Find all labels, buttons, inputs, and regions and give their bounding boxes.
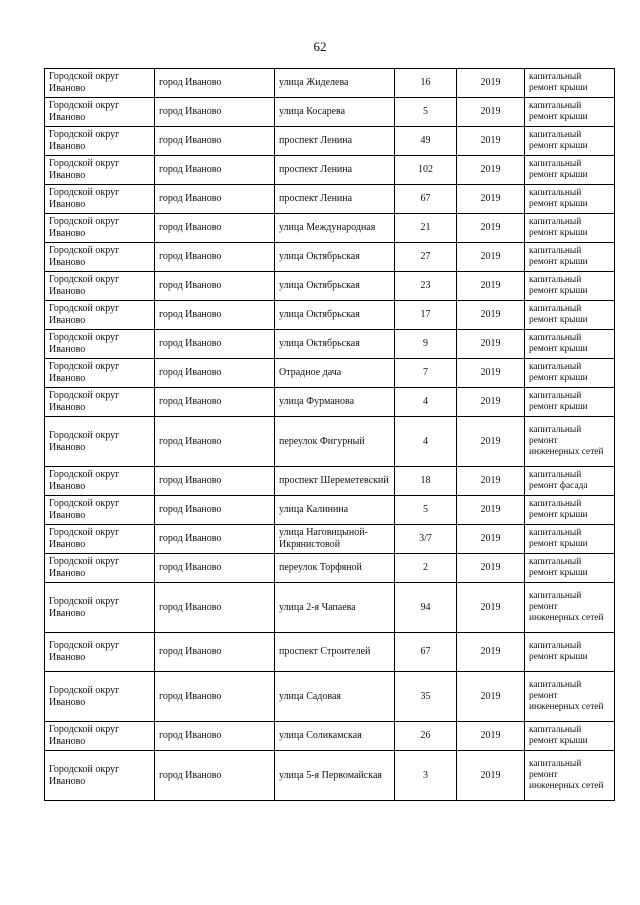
house-number-cell: 26 xyxy=(395,722,457,751)
house-number-cell: 21 xyxy=(395,214,457,243)
table-row xyxy=(45,583,615,633)
table-row xyxy=(45,185,615,214)
house-number-cell: 5 xyxy=(395,496,457,525)
street-cell: улица Косарева xyxy=(275,98,395,127)
street-cell: улица 2-я Чапаева xyxy=(275,583,395,633)
city-cell: город Иваново xyxy=(155,330,275,359)
table-row xyxy=(45,467,615,496)
table-row xyxy=(45,243,615,272)
page-number: 62 xyxy=(313,39,327,54)
year-cell: 2019 xyxy=(457,214,525,243)
year-cell: 2019 xyxy=(457,98,525,127)
district-cell: Городской округ Иваново xyxy=(45,98,155,127)
house-number-cell: 18 xyxy=(395,467,457,496)
work-type-cell: капитальный ремонт крыши xyxy=(525,359,615,388)
year-cell: 2019 xyxy=(457,751,525,801)
table-row xyxy=(45,272,615,301)
city-cell: город Иваново xyxy=(155,633,275,672)
district-cell: Городской округ Иваново xyxy=(45,388,155,417)
street-cell: улица Наговицыной-Икрянистовой xyxy=(275,525,395,554)
district-cell: Городской округ Иваново xyxy=(45,330,155,359)
city-cell: город Иваново xyxy=(155,417,275,467)
city-cell: город Иваново xyxy=(155,127,275,156)
work-type-cell: капитальный ремонт крыши xyxy=(525,525,615,554)
district-cell: Городской округ Иваново xyxy=(45,69,155,98)
district-cell: Городской округ Иваново xyxy=(45,359,155,388)
street-cell: улица Октябрьская xyxy=(275,301,395,330)
year-cell: 2019 xyxy=(457,722,525,751)
house-number-cell: 2 xyxy=(395,554,457,583)
city-cell: город Иваново xyxy=(155,214,275,243)
table-row xyxy=(45,98,615,127)
year-cell: 2019 xyxy=(457,127,525,156)
district-cell: Городской округ Иваново xyxy=(45,722,155,751)
street-cell: улица Октябрьская xyxy=(275,243,395,272)
house-number-cell: 35 xyxy=(395,672,457,722)
work-type-cell: капитальный ремонт крыши xyxy=(525,156,615,185)
house-number-cell: 4 xyxy=(395,388,457,417)
year-cell: 2019 xyxy=(457,156,525,185)
street-cell: улица Жиделева xyxy=(275,69,395,98)
year-cell: 2019 xyxy=(457,583,525,633)
house-number-cell: 23 xyxy=(395,272,457,301)
house-number-cell: 9 xyxy=(395,330,457,359)
street-cell: Отрадное дача xyxy=(275,359,395,388)
city-cell: город Иваново xyxy=(155,722,275,751)
street-cell: улица Октябрьская xyxy=(275,272,395,301)
street-cell: улица Международная xyxy=(275,214,395,243)
work-type-cell: капитальный ремонт крыши xyxy=(525,301,615,330)
work-type-cell: капитальный ремонт инженерных сетей xyxy=(525,672,615,722)
work-type-cell: капитальный ремонт крыши xyxy=(525,214,615,243)
district-cell: Городской округ Иваново xyxy=(45,751,155,801)
year-cell: 2019 xyxy=(457,554,525,583)
table-row xyxy=(45,301,615,330)
year-cell: 2019 xyxy=(457,185,525,214)
work-type-cell: капитальный ремонт крыши xyxy=(525,633,615,672)
year-cell: 2019 xyxy=(457,467,525,496)
work-type-cell: капитальный ремонт инженерных сетей xyxy=(525,417,615,467)
street-cell: улица Садовая xyxy=(275,672,395,722)
work-type-cell: капитальный ремонт крыши xyxy=(525,722,615,751)
street-cell: улица Калинина xyxy=(275,496,395,525)
district-cell: Городской округ Иваново xyxy=(45,583,155,633)
district-cell: Городской округ Иваново xyxy=(45,633,155,672)
district-cell: Городской округ Иваново xyxy=(45,672,155,722)
street-cell: проспект Шереметевский xyxy=(275,467,395,496)
street-cell: переулок Торфяной xyxy=(275,554,395,583)
house-number-cell: 27 xyxy=(395,243,457,272)
table-row xyxy=(45,69,615,98)
house-number-cell: 102 xyxy=(395,156,457,185)
year-cell: 2019 xyxy=(457,301,525,330)
work-type-cell: капитальный ремонт крыши xyxy=(525,185,615,214)
street-cell: улица Октябрьская xyxy=(275,330,395,359)
table-row xyxy=(45,330,615,359)
work-type-cell: капитальный ремонт крыши xyxy=(525,330,615,359)
city-cell: город Иваново xyxy=(155,467,275,496)
city-cell: город Иваново xyxy=(155,554,275,583)
house-number-cell: 4 xyxy=(395,417,457,467)
district-cell: Городской округ Иваново xyxy=(45,127,155,156)
street-cell: улица Соликамская xyxy=(275,722,395,751)
district-cell: Городской округ Иваново xyxy=(45,467,155,496)
house-number-cell: 7 xyxy=(395,359,457,388)
district-cell: Городской округ Иваново xyxy=(45,417,155,467)
house-number-cell: 16 xyxy=(395,69,457,98)
year-cell: 2019 xyxy=(457,272,525,301)
work-type-cell: капитальный ремонт инженерных сетей xyxy=(525,751,615,801)
work-type-cell: капитальный ремонт крыши xyxy=(525,98,615,127)
year-cell: 2019 xyxy=(457,496,525,525)
city-cell: город Иваново xyxy=(155,301,275,330)
table-row xyxy=(45,417,615,467)
year-cell: 2019 xyxy=(457,359,525,388)
work-type-cell: капитальный ремонт крыши xyxy=(525,272,615,301)
district-cell: Городской округ Иваново xyxy=(45,214,155,243)
house-number-cell: 3/7 xyxy=(395,525,457,554)
city-cell: город Иваново xyxy=(155,185,275,214)
year-cell: 2019 xyxy=(457,330,525,359)
city-cell: город Иваново xyxy=(155,525,275,554)
work-type-cell: капитальный ремонт крыши xyxy=(525,496,615,525)
house-number-cell: 67 xyxy=(395,633,457,672)
year-cell: 2019 xyxy=(457,69,525,98)
table-row xyxy=(45,525,615,554)
table-row xyxy=(45,672,615,722)
repair-schedule-table xyxy=(44,68,615,801)
work-type-cell: капитальный ремонт крыши xyxy=(525,243,615,272)
work-type-cell: капитальный ремонт крыши xyxy=(525,554,615,583)
city-cell: город Иваново xyxy=(155,243,275,272)
city-cell: город Иваново xyxy=(155,583,275,633)
city-cell: город Иваново xyxy=(155,272,275,301)
street-cell: улица Фурманова xyxy=(275,388,395,417)
table-row xyxy=(45,127,615,156)
work-type-cell: капитальный ремонт фасада xyxy=(525,467,615,496)
district-cell: Городской округ Иваново xyxy=(45,525,155,554)
city-cell: город Иваново xyxy=(155,388,275,417)
table-row xyxy=(45,359,615,388)
work-type-cell: капитальный ремонт инженерных сетей xyxy=(525,583,615,633)
district-cell: Городской округ Иваново xyxy=(45,496,155,525)
year-cell: 2019 xyxy=(457,672,525,722)
work-type-cell: капитальный ремонт крыши xyxy=(525,69,615,98)
city-cell: город Иваново xyxy=(155,496,275,525)
house-number-cell: 94 xyxy=(395,583,457,633)
street-cell: проспект Ленина xyxy=(275,127,395,156)
street-cell: проспект Ленина xyxy=(275,185,395,214)
district-cell: Городской округ Иваново xyxy=(45,185,155,214)
year-cell: 2019 xyxy=(457,525,525,554)
house-number-cell: 3 xyxy=(395,751,457,801)
table-row xyxy=(45,633,615,672)
street-cell: проспект Ленина xyxy=(275,156,395,185)
city-cell: город Иваново xyxy=(155,672,275,722)
table-row xyxy=(45,496,615,525)
table-row xyxy=(45,722,615,751)
street-cell: переулок Фигурный xyxy=(275,417,395,467)
city-cell: город Иваново xyxy=(155,98,275,127)
table-row xyxy=(45,388,615,417)
street-cell: проспект Строителей xyxy=(275,633,395,672)
city-cell: город Иваново xyxy=(155,751,275,801)
house-number-cell: 67 xyxy=(395,185,457,214)
district-cell: Городской округ Иваново xyxy=(45,301,155,330)
street-cell: улица 5-я Первомайская xyxy=(275,751,395,801)
district-cell: Городской округ Иваново xyxy=(45,554,155,583)
house-number-cell: 17 xyxy=(395,301,457,330)
work-type-cell: капитальный ремонт крыши xyxy=(525,127,615,156)
year-cell: 2019 xyxy=(457,417,525,467)
house-number-cell: 49 xyxy=(395,127,457,156)
table-row xyxy=(45,751,615,801)
table-body xyxy=(45,69,615,801)
year-cell: 2019 xyxy=(457,243,525,272)
district-cell: Городской округ Иваново xyxy=(45,272,155,301)
work-type-cell: капитальный ремонт крыши xyxy=(525,388,615,417)
year-cell: 2019 xyxy=(457,388,525,417)
city-cell: город Иваново xyxy=(155,359,275,388)
table-row xyxy=(45,156,615,185)
house-number-cell: 5 xyxy=(395,98,457,127)
district-cell: Городской округ Иваново xyxy=(45,156,155,185)
city-cell: город Иваново xyxy=(155,69,275,98)
city-cell: город Иваново xyxy=(155,156,275,185)
table-row xyxy=(45,214,615,243)
district-cell: Городской округ Иваново xyxy=(45,243,155,272)
year-cell: 2019 xyxy=(457,633,525,672)
table-row xyxy=(45,554,615,583)
